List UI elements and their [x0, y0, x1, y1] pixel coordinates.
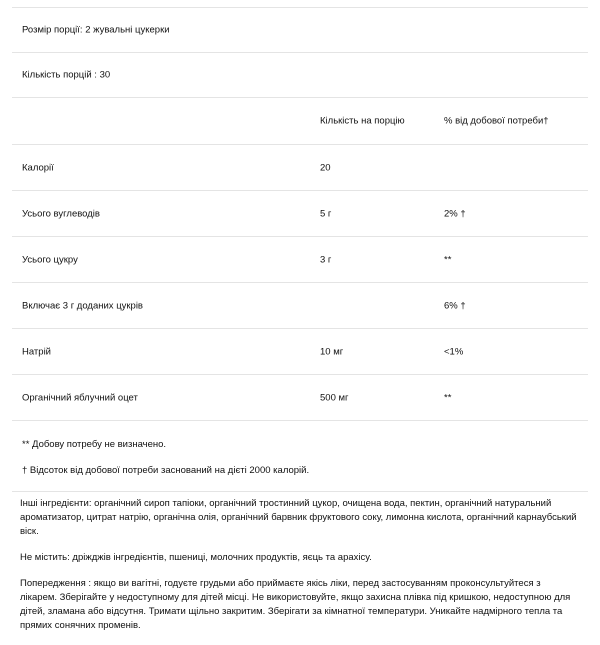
header-daily-value: % від добової потреби†: [444, 115, 549, 127]
serving-size: Розмір порції: 2 жувальні цукерки: [22, 24, 170, 36]
nutrient-name: Калорії: [22, 162, 54, 173]
allergen-free-statement: Не містить: дріжджів інгредієнтів, пшениці, молочних продуктів, яєць та арахісу.: [20, 552, 372, 563]
product-info: [12, 492, 588, 633]
footnote-not-established: ** Добову потребу не визначено.: [22, 439, 167, 450]
warning-text: Попередження : якщо ви вагітні, годуєте грудьми або приймаєте якісь ліки, перед застосуванням проконсультуйтеся з лікарем. Зберігайте у недоступному для дітей місці. Не використовуйте, якщо захисна плівка під кришкою, недоступною для дітей, зламана або відсутня. Тримати щільно закритим. Зберігати за кімнатної температури. Уникайте надмірного тепла та прямих сонячних променів.: [20, 578, 571, 631]
other-ingredients: Інші інгредієнти: органічний сироп тапіоки, органічний тростинний цукор, очищена вода, пектин, органічний натуральний ароматизатор, цитрат натрію, органічна олія, органічний барвник фруктового соку, лимонна кислота, органічний карнаубський віск.: [20, 498, 577, 537]
header-amount-per-serving: Кількість на порцію: [320, 115, 405, 127]
nutrient-name: Усього цукру: [22, 254, 78, 265]
table-row: [12, 375, 588, 421]
nutrient-amount: 20: [320, 162, 331, 173]
table-row: [12, 145, 588, 191]
nutrient-amount: 5 г: [320, 208, 332, 219]
serving-count-row: [12, 53, 588, 98]
nutrient-amount: 500 мг: [320, 392, 349, 403]
supplement-facts: [12, 0, 588, 645]
table-row: [12, 191, 588, 237]
nutrient-name: Натрій: [22, 346, 51, 357]
nutrient-daily-value: <1%: [444, 346, 464, 357]
table-row: [12, 329, 588, 375]
nutrient-daily-value: 6% †: [444, 300, 466, 311]
nutrient-daily-value: **: [444, 254, 452, 265]
table-row: [12, 237, 588, 283]
nutrient-name: Включає 3 г доданих цукрів: [22, 300, 143, 311]
servings-per-container: Кількість порцій : 30: [22, 69, 111, 81]
nutrient-name: Органічний яблучний оцет: [22, 392, 138, 403]
table-header-row: [12, 98, 588, 145]
nutrient-daily-value: 2% †: [444, 208, 466, 219]
footnotes: [12, 421, 588, 492]
nutrient-amount: 10 мг: [320, 346, 344, 357]
serving-size-row: [12, 8, 588, 53]
footnote-daily-value-basis: † Відсоток від добової потреби заснований на дієті 2000 калорій.: [22, 465, 310, 476]
nutrient-daily-value: **: [444, 392, 452, 403]
nutrient-amount: 3 г: [320, 254, 332, 265]
table-row: [12, 283, 588, 329]
nutrient-name: Усього вуглеводів: [22, 208, 100, 219]
